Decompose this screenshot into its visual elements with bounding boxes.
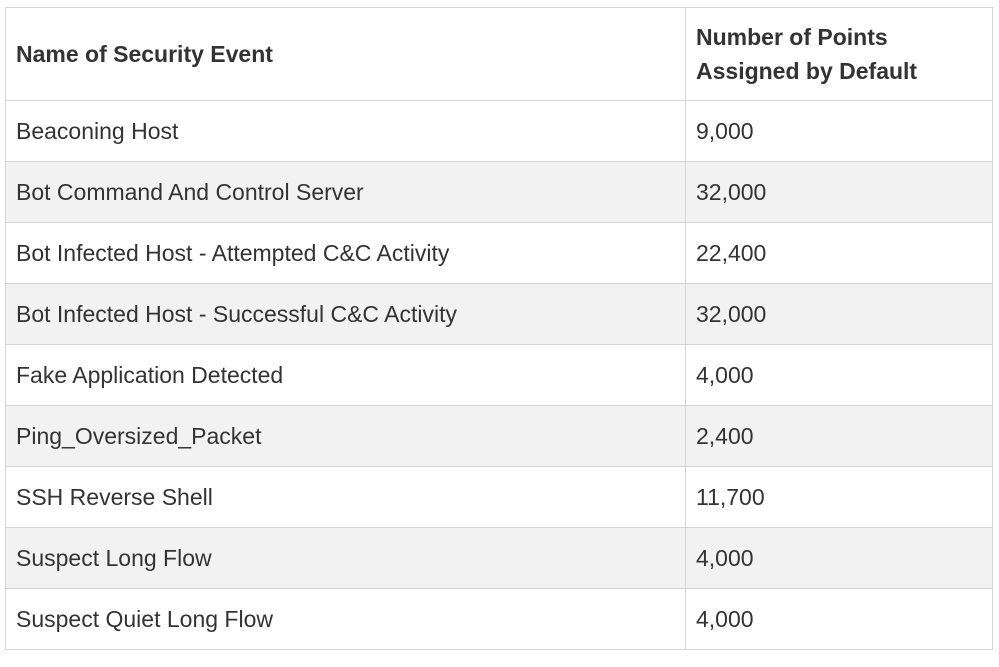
- event-name-cell: Bot Command And Control Server: [6, 162, 686, 223]
- points-cell: 4,000: [686, 589, 993, 650]
- table-body: [6, 101, 993, 650]
- points-cell: 32,000: [686, 162, 993, 223]
- table-row: [6, 101, 993, 162]
- points-cell: 4,000: [686, 345, 993, 406]
- table-row: [6, 528, 993, 589]
- event-name-cell: Bot Infected Host - Attempted C&C Activity: [6, 223, 686, 284]
- table-header-row: [6, 8, 993, 101]
- table-row: [6, 162, 993, 223]
- points-cell: 32,000: [686, 284, 993, 345]
- security-events-table-container: [5, 7, 992, 650]
- header-points-line1: Number of Points: [696, 24, 888, 50]
- event-name-cell: Suspect Long Flow: [6, 528, 686, 589]
- points-cell: 2,400: [686, 406, 993, 467]
- table-row: [6, 467, 993, 528]
- event-name-cell: Ping_Oversized_Packet: [6, 406, 686, 467]
- header-points: [686, 8, 993, 101]
- table-row: [6, 223, 993, 284]
- table-row: [6, 284, 993, 345]
- points-cell: 4,000: [686, 528, 993, 589]
- header-points-line2: Assigned by Default: [696, 58, 918, 84]
- event-name-cell: Suspect Quiet Long Flow: [6, 589, 686, 650]
- table-row: [6, 345, 993, 406]
- event-name-cell: Fake Application Detected: [6, 345, 686, 406]
- table-row: [6, 406, 993, 467]
- points-cell: 11,700: [686, 467, 993, 528]
- points-cell: 22,400: [686, 223, 993, 284]
- event-name-cell: SSH Reverse Shell: [6, 467, 686, 528]
- header-event-name: Name of Security Event: [6, 8, 686, 101]
- security-events-table: [5, 7, 993, 650]
- table-row: [6, 589, 993, 650]
- event-name-cell: Beaconing Host: [6, 101, 686, 162]
- points-cell: 9,000: [686, 101, 993, 162]
- event-name-cell: Bot Infected Host - Successful C&C Activity: [6, 284, 686, 345]
